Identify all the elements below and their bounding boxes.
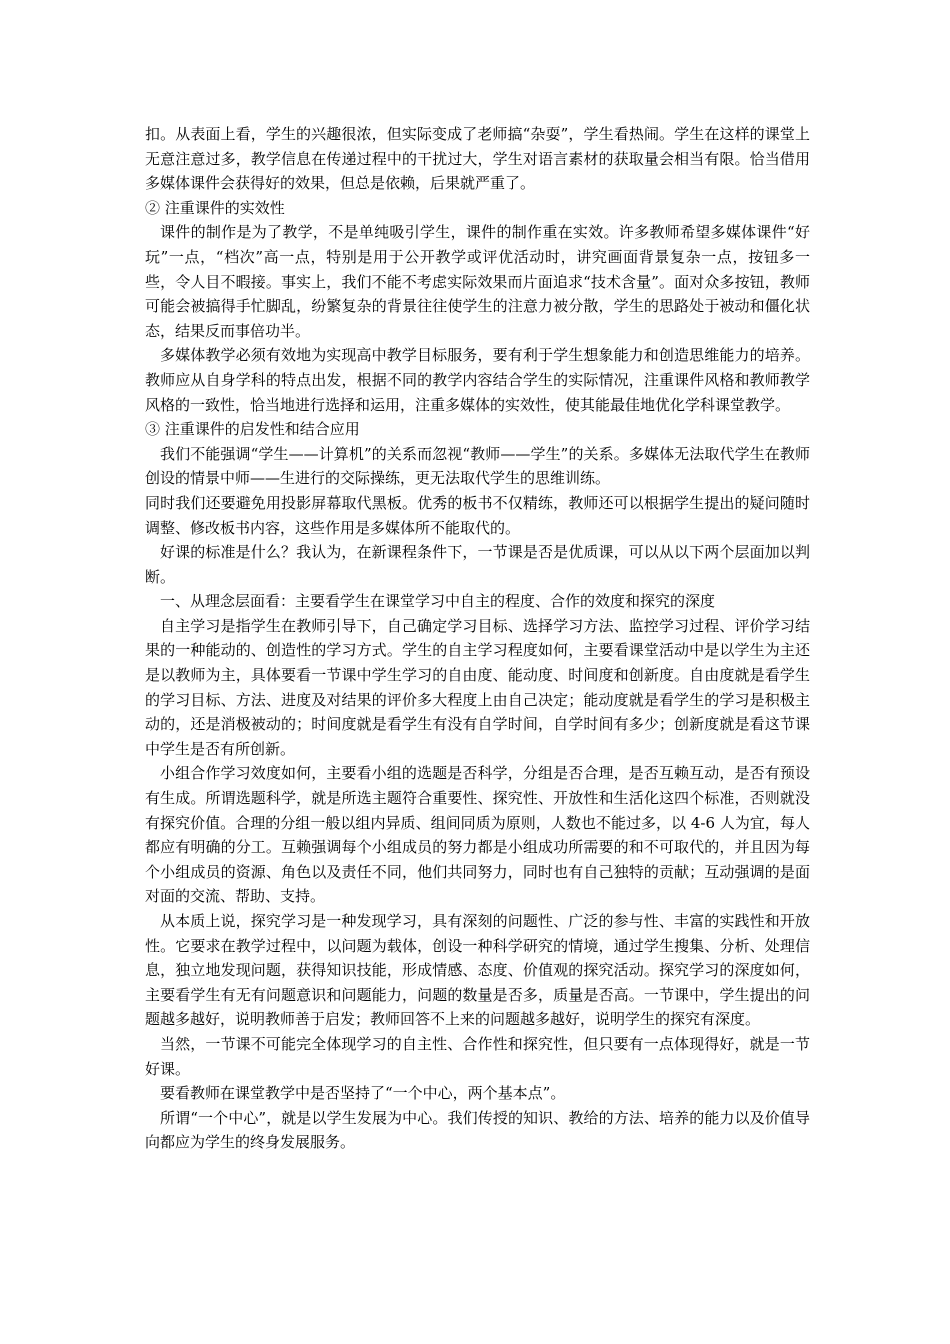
paragraph: 课件的制作是为了教学，不是单纯吸引学生，课件的制作重在实效。许多教师希望多媒体课件“好玩”一点，“档次”高一点，特别是用于公开教学或评优活动时，讲究画面背景复杂一点，按钮多一些，令人目不暇接。事实上，我们不能不考虑实际效果而片面追求“技术含量”。面对众多按钮，教师可能会被搞得手忙脚乱，纷繁复杂的背景往往使学生的注意力被分散，学生的思路处于被动和僵化状态，结果反而事倍功半。 (145, 223, 810, 340)
paragraph: 好课的标准是什么？我认为，在新课程条件下，一节课是否是优质课，可以从以下两个层面加以判断。 (145, 543, 810, 586)
paragraph: 扣。从表面上看，学生的兴趣很浓，但实际变成了老师搞“杂耍”，学生看热闹。学生在这样的课堂上无意注意过多，教学信息在传递过程中的干扰过大，学生对语言素材的获取量会相当有限。恰当借用多媒体课件会获得好的效果，但总是依赖，后果就严重了。 (145, 125, 810, 193)
document-page (145, 122, 810, 1155)
paragraph: 自主学习是指学生在教师引导下，自己确定学习目标、选择学习方法、监控学习过程、评价学习结果的一种能动的、创造性的学习方式。学生的自主学习程度如何，主要看课堂活动中是以学生为主还是以教师为主，具体要看一节课中学生学习的自由度、能动度、时间度和创新度。自由度就是看学生的学习目标、方法、进度及对结果的评价多大程度上由自己决定；能动度就是看学生的学习是积极主动的，还是消极被动的；时间度就是看学生有没有自学时间，自学时间有多少；创新度就是看这节课中学生是否有所创新。 (145, 616, 810, 758)
section-heading: ③ 注重课件的启发性和结合应用 (145, 420, 360, 439)
paragraph: 要看教师在课堂教学中是否坚持了“一个中心，两个基本点”。 (160, 1084, 566, 1103)
paragraph: 同时我们还要避免用投影屏幕取代黑板。优秀的板书不仅精练，教师还可以根据学生提出的疑问随时调整、修改板书内容，这些作用是多媒体所不能取代的。 (145, 493, 810, 537)
paragraph: 从本质上说，探究学习是一种发现学习，具有深刻的问题性、广泛的参与性、丰富的实践性和开放性。它要求在教学过程中，以问题为载体，创设一种科学研究的情境，通过学生搜集、分析、处理信息，独立地发现问题，获得知识技能，形成情感、态度、价值观的探究活动。探究学习的深度如何，主要看学生有无有问题意识和问题能力，问题的数量是否多，质量是否高。一节课中，学生提出的问题越多越好，说明教师善于启发；教师回答不上来的问题越多越好，说明学生的探究有深度。 (145, 912, 810, 1029)
paragraph: 所谓“一个中心”，就是以学生发展为中心。我们传授的知识、教给的方法、培养的能力以及价值导向都应为学生的终身发展服务。 (145, 1108, 810, 1152)
paragraph: 多媒体教学必须有效地为实现高中教学目标服务，要有利于学生想象能力和创造思维能力的培养。教师应从自身学科的特点出发，根据不同的教学内容结合学生的实际情况，注重课件风格和教师教学风格的一致性，恰当地进行选择和运用，注重多媒体的实效性，使其能最佳地优化学科课堂教学。 (145, 346, 810, 414)
paragraph: 小组合作学习效度如何，主要看小组的选题是否科学，分组是否合理，是否互赖互动，是否有预设有生成。所谓选题科学，就是所选主题符合重要性、探究性、开放性和生活化这四个标准，否则就没有探究价值。合理的分组一般以组内异质、组间同质为原则，人数也不能过多，以 4-6 人为宜，每人都应有明确的分工。互赖强调每个小组成员的努力都是小组成功所需要的和不可取代的，并且因为每个小组成员的资源、角色以及责任不同，他们共同努力，同时也有自己独特的贡献；互动强调的是面对面的交流、帮助、支持。 (145, 764, 810, 906)
paragraph: 我们不能强调“学生——计算机”的关系而忽视“教师——学生”的关系。多媒体无法取代学生在教师创设的情景中师——生进行的交际操练，更无法取代学生的思维训练。 (145, 444, 810, 488)
paragraph: 当然，一节课不可能完全体现学习的自主性、合作性和探究性，但只要有一点体现得好，就是一节好课。 (145, 1034, 810, 1078)
section-heading: ② 注重课件的实效性 (145, 198, 285, 217)
section-heading: 一、从理念层面看：主要看学生在课堂学习中自主的程度、合作的效度和探究的深度 (160, 592, 716, 611)
